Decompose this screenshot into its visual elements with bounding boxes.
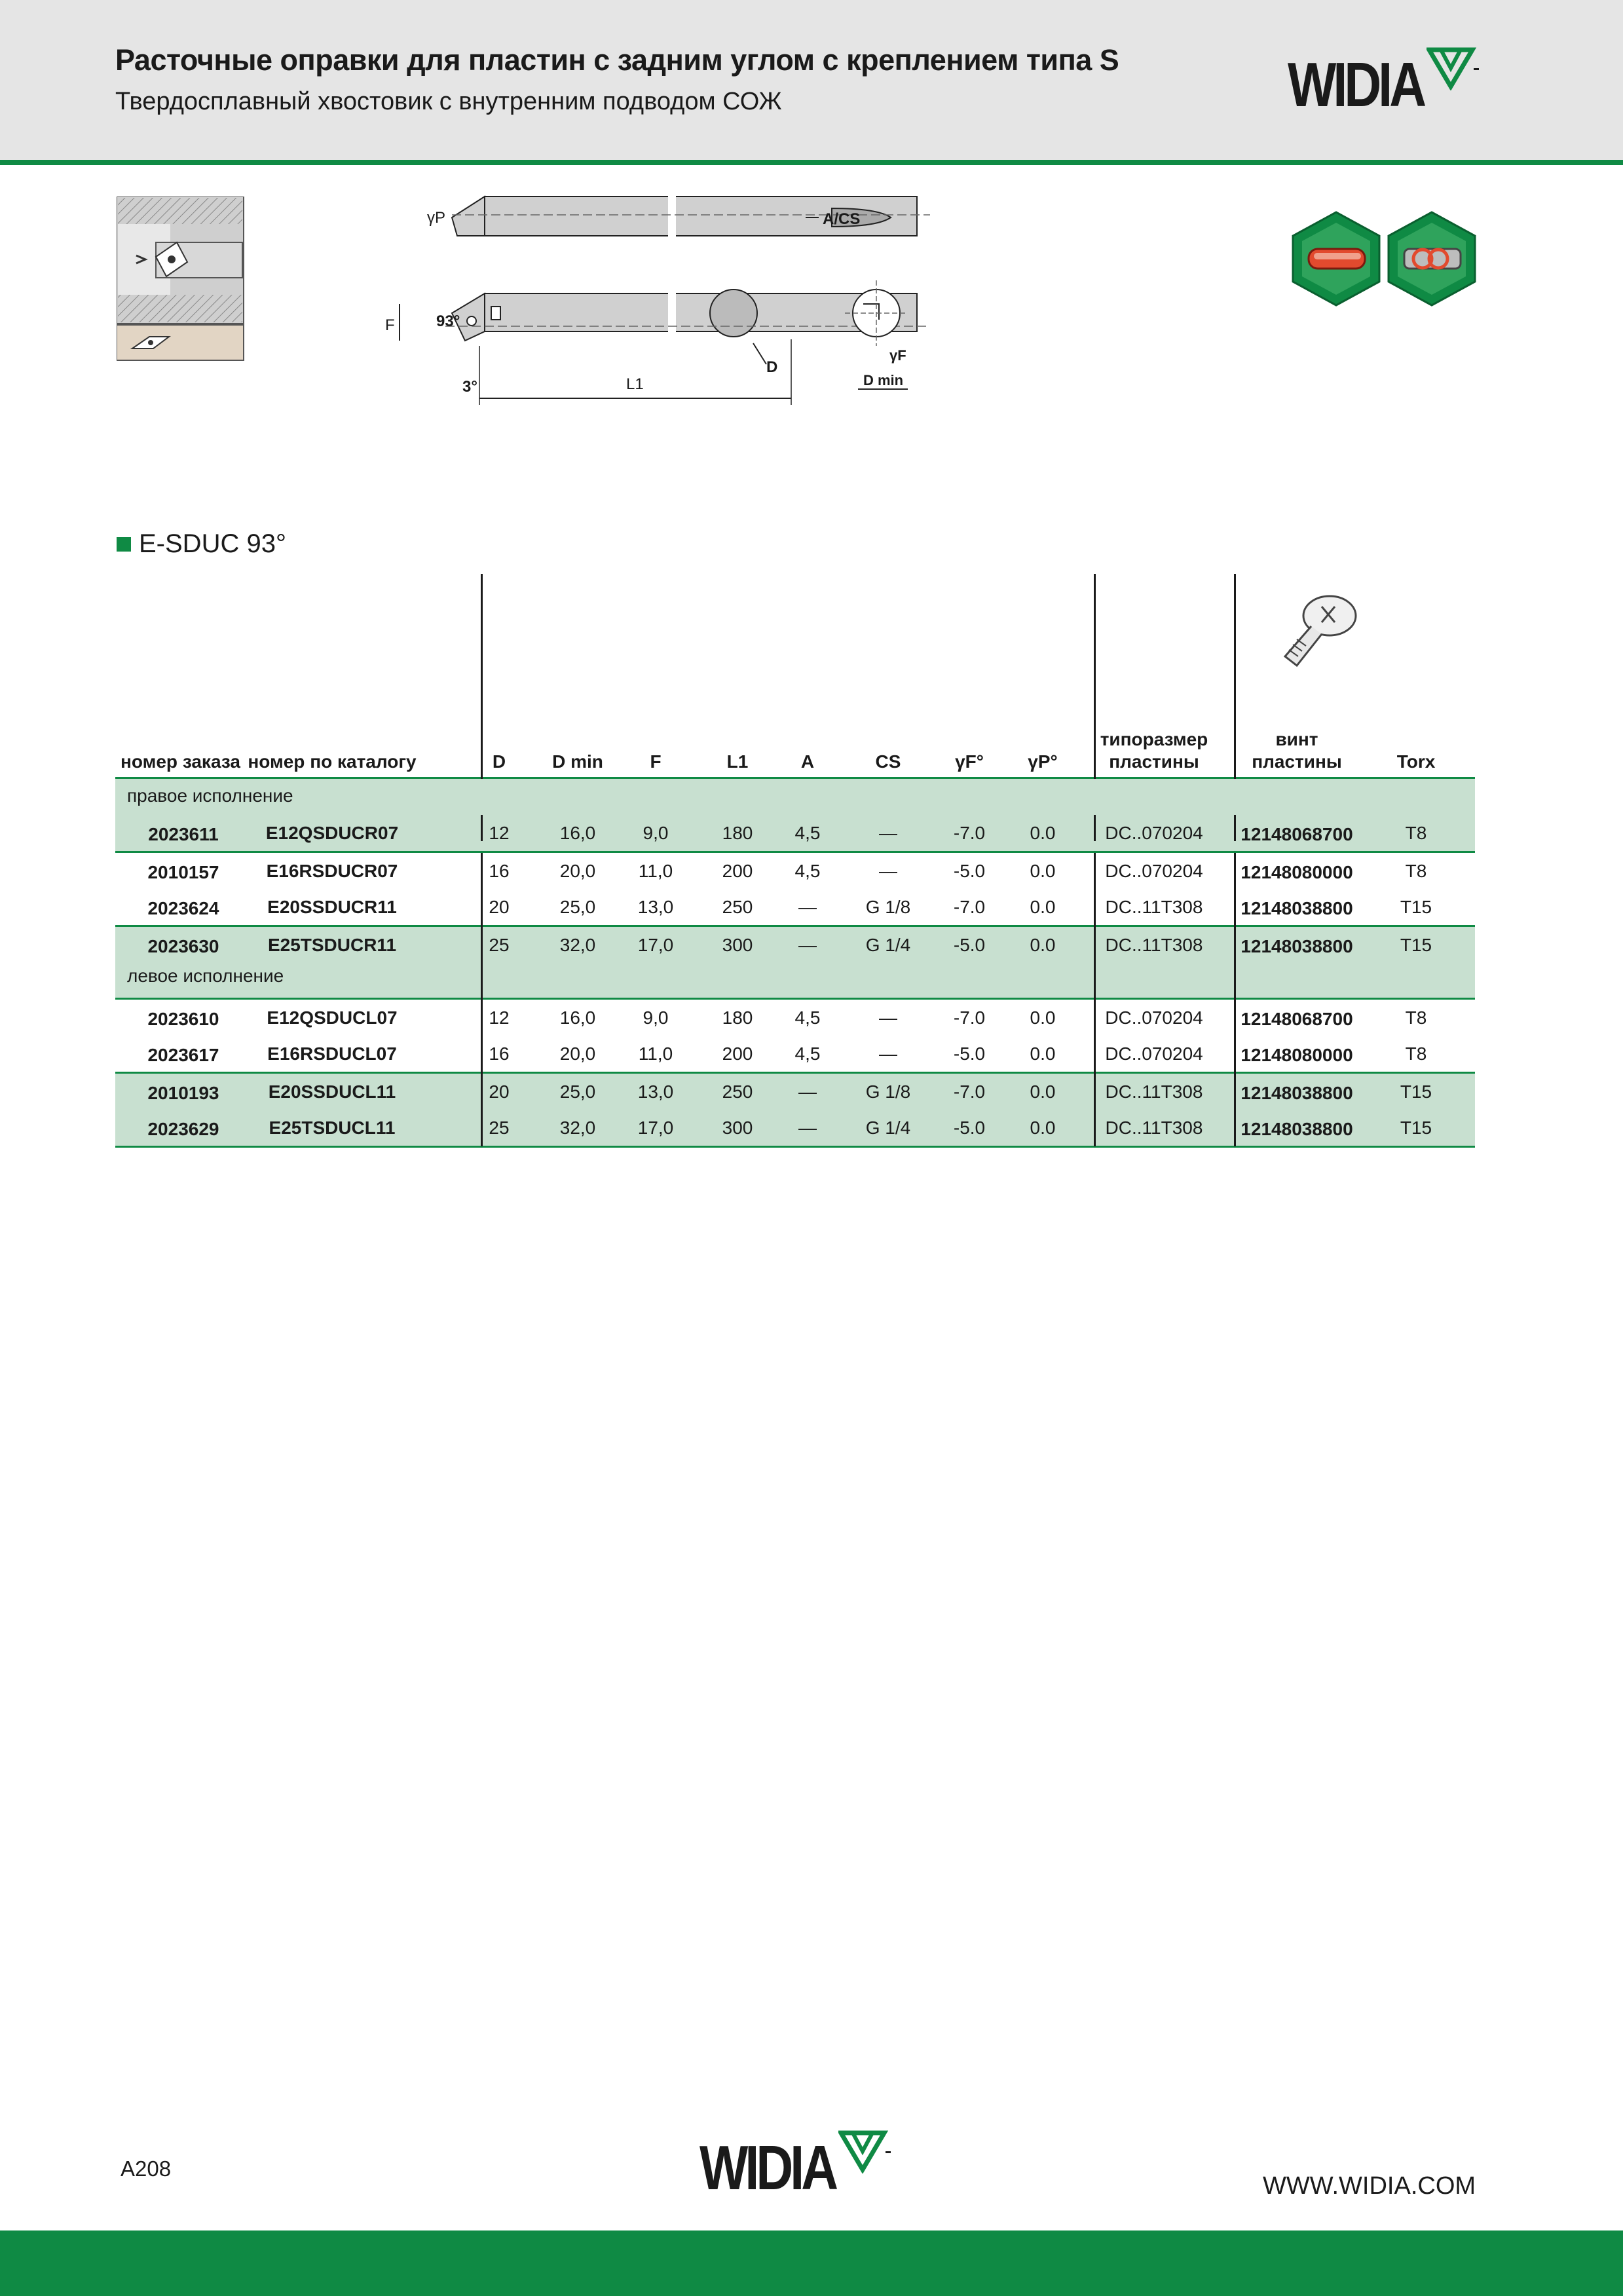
cell-torx: T8 [1405, 823, 1427, 843]
cell-order: 2023624 [147, 898, 219, 918]
col-insert-size-1: типоразмер [1100, 729, 1208, 749]
cell-d-min: 16,0 [559, 1007, 596, 1028]
cell-d: 20 [489, 897, 510, 917]
cell-insert: DC..11T308 [1105, 1118, 1203, 1138]
page-header [0, 0, 1623, 160]
cell-d: 25 [489, 935, 510, 955]
cell-screw: 12148068700 [1241, 1009, 1353, 1029]
col-d: D [492, 751, 506, 772]
cell-a: — [798, 1118, 817, 1138]
l1-label: L1 [626, 375, 644, 393]
cell-d-min: 16,0 [559, 823, 596, 843]
group-label-right: правое исполнение [127, 785, 293, 806]
cell-d: 16 [489, 1044, 510, 1064]
cell-catalog: E16RSDUCR07 [266, 861, 398, 881]
cell-gamma-p: 0.0 [1030, 1118, 1056, 1138]
section-title: E-SDUC 93° [139, 529, 286, 558]
cell-d-min: 20,0 [559, 1044, 596, 1064]
cell-cs: — [879, 823, 897, 843]
cell-torx: T15 [1400, 935, 1432, 955]
cell-f: 9,0 [643, 823, 669, 843]
application-thumbnail-icon [117, 197, 245, 362]
cell-catalog: E25TSDUCL11 [269, 1118, 396, 1138]
column-separator [481, 574, 483, 779]
widia-logo-text: WIDIA [1288, 50, 1424, 120]
f-label: F [385, 316, 395, 334]
cell-insert: DC..070204 [1105, 1044, 1203, 1064]
cell-order: 2023610 [147, 1009, 219, 1029]
cell-insert: DC..070204 [1105, 861, 1203, 881]
gamma-p-label: γP [427, 209, 446, 227]
cell-gamma-p: 0.0 [1030, 1044, 1056, 1064]
widia-footer-triangle-icon [838, 2128, 891, 2174]
section-marker-icon [117, 537, 131, 552]
cell-d: 25 [489, 1118, 510, 1138]
table-row [115, 927, 1475, 963]
column-separator [1094, 1000, 1096, 1146]
cell-d-min: 32,0 [559, 935, 596, 955]
cell-l1: 180 [722, 1007, 753, 1028]
cell-d-min: 25,0 [559, 897, 596, 917]
cell-catalog: E12QSDUCL07 [267, 1007, 398, 1028]
column-separator [1234, 815, 1236, 841]
cell-order: 2010157 [147, 862, 219, 882]
cell-d: 12 [489, 1007, 510, 1028]
col-f: F [650, 751, 662, 772]
cell-f: 11,0 [638, 1044, 673, 1064]
cell-screw: 12148080000 [1241, 1045, 1353, 1065]
table-row [115, 1110, 1475, 1146]
table-row [115, 1074, 1475, 1110]
page-subtitle: Твердосплавный хвостовик с внутренним подводом СОЖ [115, 88, 782, 115]
cell-insert: DC..11T308 [1105, 1082, 1203, 1102]
cell-gamma-f: -7.0 [953, 823, 986, 843]
column-separator [481, 1000, 483, 1146]
col-gamma-f: γF° [955, 751, 984, 772]
cell-gamma-f: -7.0 [953, 897, 986, 917]
cell-a: — [798, 1082, 817, 1102]
col-l1: L1 [726, 751, 749, 772]
cell-cs: G 1/8 [865, 897, 911, 917]
cell-cs: — [879, 1044, 897, 1064]
cell-torx: T8 [1405, 861, 1427, 881]
cell-insert: DC..070204 [1105, 823, 1203, 843]
cell-torx: T15 [1400, 897, 1432, 917]
page-number: A208 [121, 2156, 172, 2181]
cell-l1: 300 [722, 935, 753, 955]
cell-a: 4,5 [794, 1044, 821, 1064]
column-separator [1234, 1000, 1236, 1146]
angle-93-label: 93° [436, 312, 460, 330]
cell-d: 16 [489, 861, 510, 881]
cell-f: 13,0 [637, 897, 674, 917]
cell-f: 11,0 [638, 861, 673, 881]
col-insert-size-2: пластины [1109, 751, 1199, 772]
col-screw-1: винт [1275, 729, 1318, 749]
widia-footer-logo-text: WIDIA [700, 2133, 836, 2203]
col-screw-2: пластины [1252, 751, 1342, 772]
col-d-min: D min [552, 751, 603, 772]
cell-a: 4,5 [794, 1007, 821, 1028]
cell-catalog: E20SSDUCL11 [268, 1082, 396, 1102]
cell-catalog: E20SSDUCR11 [267, 897, 397, 917]
cell-a: — [798, 897, 817, 917]
table-header [115, 574, 1475, 778]
cell-insert: DC..11T308 [1105, 935, 1203, 955]
cell-l1: 200 [722, 1044, 753, 1064]
cell-d-min: 32,0 [559, 1118, 596, 1138]
cell-l1: 200 [722, 861, 753, 881]
table-row [115, 815, 1475, 851]
cell-screw: 12148038800 [1241, 898, 1353, 918]
cell-f: 9,0 [643, 1007, 669, 1028]
section-heading [117, 529, 286, 559]
cell-gamma-f: -5.0 [953, 1044, 986, 1064]
cell-a: 4,5 [794, 823, 821, 843]
table-row [115, 1036, 1475, 1072]
gamma-f-label: γF [889, 347, 906, 364]
cell-screw: 12148080000 [1241, 862, 1353, 882]
cell-catalog: E16RSDUCL07 [267, 1044, 397, 1064]
cell-torx: T15 [1400, 1082, 1432, 1102]
col-cs: CS [875, 751, 901, 772]
cell-cs: G 1/4 [865, 1118, 911, 1138]
page-title: Расточные оправки для пластин с задним углом с креплением типа S [115, 43, 1119, 77]
cell-l1: 250 [722, 1082, 753, 1102]
cell-insert: DC..11T308 [1105, 897, 1203, 917]
a-cs-label: A/CS [823, 210, 861, 228]
cell-insert: DC..070204 [1105, 1007, 1203, 1028]
cell-d: 20 [489, 1082, 510, 1102]
cell-cs: G 1/8 [865, 1082, 911, 1102]
cell-order: 2023630 [147, 936, 219, 956]
table-row [115, 853, 1475, 889]
col-order-number: номер заказа [121, 751, 240, 772]
cell-order: 2023617 [147, 1045, 219, 1065]
d-label: D [766, 358, 778, 376]
header-divider [0, 160, 1623, 165]
d-min-label: D min [863, 372, 904, 388]
cell-d-min: 20,0 [559, 861, 596, 881]
column-separator [1094, 574, 1096, 779]
group-label-left: левое исполнение [127, 966, 284, 986]
cell-l1: 180 [722, 823, 753, 843]
cell-gamma-p: 0.0 [1030, 897, 1056, 917]
cell-screw: 12148038800 [1241, 1119, 1353, 1139]
cell-order: 2023629 [147, 1119, 219, 1139]
cell-screw: 12148038800 [1241, 1083, 1353, 1103]
cell-gamma-f: -7.0 [953, 1082, 986, 1102]
cell-f: 17,0 [637, 1118, 674, 1138]
cell-order: 2023611 [148, 824, 219, 844]
widia-logo [1288, 50, 1453, 120]
cell-screw: 12148068700 [1241, 824, 1353, 844]
cell-d-min: 25,0 [559, 1082, 596, 1102]
cell-gamma-f: -5.0 [953, 861, 986, 881]
cell-l1: 250 [722, 897, 753, 917]
cell-gamma-p: 0.0 [1030, 1007, 1056, 1028]
column-separator [1094, 815, 1096, 841]
cell-cs: — [879, 861, 897, 881]
column-separator [1234, 574, 1236, 779]
col-gamma-p: γP° [1028, 751, 1058, 772]
cell-gamma-p: 0.0 [1030, 823, 1056, 843]
cell-cs: G 1/4 [865, 935, 911, 955]
table-row [115, 1000, 1475, 1036]
cell-screw: 12148038800 [1241, 936, 1353, 956]
cell-order: 2010193 [147, 1083, 219, 1103]
cell-torx: T15 [1400, 1118, 1432, 1138]
cell-torx: T8 [1405, 1007, 1427, 1028]
cell-catalog: E12QSDUCR07 [265, 823, 399, 843]
cell-l1: 300 [722, 1118, 753, 1138]
cell-gamma-f: -5.0 [953, 1118, 986, 1138]
insert-screw-icon [1259, 578, 1377, 676]
cell-gamma-f: -7.0 [953, 1007, 986, 1028]
group-row-right [115, 779, 1475, 815]
cell-d: 12 [489, 823, 510, 843]
widia-triangle-icon [1427, 45, 1479, 90]
internal-coolant-icon [1292, 211, 1476, 307]
table-row [115, 889, 1475, 925]
column-separator [481, 815, 483, 841]
cell-a: — [798, 935, 817, 955]
col-a: A [800, 751, 815, 772]
cell-f: 13,0 [637, 1082, 674, 1102]
widia-footer-logo [700, 2133, 865, 2203]
col-torx: Torx [1396, 751, 1436, 772]
cell-gamma-p: 0.0 [1030, 861, 1056, 881]
tool-dimension-drawing [373, 189, 943, 411]
cell-torx: T8 [1405, 1044, 1427, 1064]
footer-band [0, 2230, 1623, 2296]
cell-cs: — [879, 1007, 897, 1028]
cell-gamma-p: 0.0 [1030, 935, 1056, 955]
group-row-left [115, 963, 1475, 999]
website-link[interactable]: WWW.WIDIA.COM [1263, 2172, 1476, 2200]
table-bottom-rule [115, 1146, 1475, 1148]
cell-a: 4,5 [794, 861, 821, 881]
cell-gamma-f: -5.0 [953, 935, 986, 955]
cell-catalog: E25TSDUCR11 [267, 935, 397, 955]
cell-f: 17,0 [637, 935, 674, 955]
col-catalog-number: номер по каталогу [248, 751, 417, 772]
angle-3-label: 3° [462, 378, 477, 396]
cell-gamma-p: 0.0 [1030, 1082, 1056, 1102]
